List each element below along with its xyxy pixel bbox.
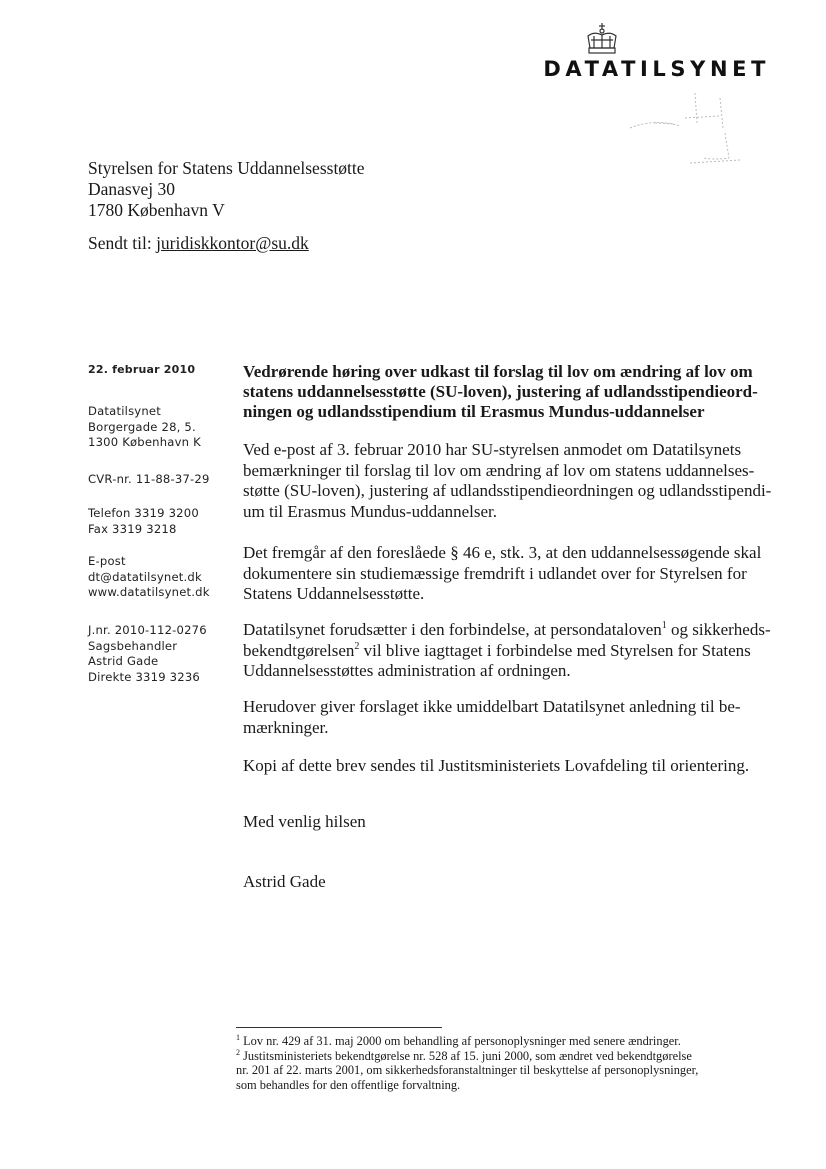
recipient-street: Danasvej 30 xyxy=(88,179,175,199)
sender-cvr xyxy=(88,472,210,488)
recipient-name: Styrelsen for Statens Uddannelsesstøtte xyxy=(88,158,365,178)
phone-number: Telefon 3319 3200 xyxy=(88,506,199,520)
paragraph-line: dokumentere sin studiemæssige fremdrift i udlandet over for Styrelsen for xyxy=(243,563,747,583)
footnote-number: 1 xyxy=(236,1033,240,1042)
recipient-address xyxy=(88,158,365,221)
paragraph-line: Uddannelsesstøttes administration af ordningen. xyxy=(243,661,571,680)
fax-number: Fax 3319 3218 xyxy=(88,521,177,536)
paragraph-line: bemærkninger til forslag til lov om ændring af lov om statens uddannelses- xyxy=(243,460,755,480)
paragraph-line: støtte (SU-loven), justering af udlandsstipendieordningen og udlandsstipendi- xyxy=(243,481,772,500)
journal-number: J.nr. 2010-112-0276 xyxy=(88,623,207,637)
paragraph-1 xyxy=(243,440,773,522)
footnote-2-cont: som behandles for den offentlige forvaltning. xyxy=(236,1077,461,1092)
case-handler-name: Astrid Gade xyxy=(88,654,159,668)
footnote-text: Justitsministeriets bekendtgørelse nr. 528 af 15. juni 2000, som ændret ved bekendtgørelse xyxy=(240,1048,692,1063)
paragraph-4 xyxy=(243,697,773,738)
paragraph-line: um til Erasmus Mundus-uddannelser. xyxy=(243,501,498,521)
sender-name: Datatilsynet xyxy=(88,404,161,418)
paragraph-3 xyxy=(243,620,773,682)
closing-salutation: Med venlig hilsen xyxy=(243,812,366,831)
footnote-2-cont: nr. 201 af 22. marts 2001, om sikkerhedsforanstaltninger til beskyttelse af personoplysninger, xyxy=(236,1063,699,1077)
paragraph-line xyxy=(243,641,773,662)
paragraph-5 xyxy=(243,756,773,777)
subject-line: statens uddannelsesstøtte (SU-loven), justering af udlandsstipendieord- xyxy=(243,382,758,401)
text-run: bekendtgørelsen xyxy=(243,640,355,660)
cvr-number: CVR-nr. 11-88-37-29 xyxy=(88,472,210,486)
sender-city: 1300 København K xyxy=(88,435,201,449)
direct-phone: Direkte 3319 3236 xyxy=(88,669,200,684)
paragraph-2 xyxy=(243,543,773,605)
text-run: vil blive iagttaget i forbindelse med Styrelsen for Statens xyxy=(359,640,751,660)
text-run: Datatilsynet forudsætter i den forbindelse, at persondataloven xyxy=(243,620,662,639)
letter-subject xyxy=(243,362,763,422)
subject-line: Vedrørende høring over udkast til forslag til lov om ændring af lov om xyxy=(243,362,753,381)
paragraph-line: Kopi af dette brev sendes til Justitsministeriets Lovafdeling til orientering. xyxy=(243,756,750,775)
website-address: www.datatilsynet.dk xyxy=(88,585,210,599)
case-reference xyxy=(88,623,207,685)
subject-line: ningen og udlandsstipendium til Erasmus Mundus-uddannelser xyxy=(243,402,705,421)
sent-to-email-link[interactable]: juridiskkontor@su.dk xyxy=(156,233,309,253)
footnote-divider xyxy=(236,1027,442,1028)
footnotes xyxy=(236,1034,776,1092)
paragraph-line: Ved e-post af 3. februar 2010 har SU-styrelsen anmodet om Datatilsynets xyxy=(243,440,742,459)
email-address: dt@datatilsynet.dk xyxy=(88,569,202,584)
footnote-1 xyxy=(236,1034,776,1049)
sender-web xyxy=(88,554,210,601)
paragraph-line: Herudover giver forslaget ikke umiddelbart Datatilsynet anledning til be- xyxy=(243,697,741,716)
paragraph-line: Det fremgår af den foreslåede § 46 e, stk. 3, at den uddannelsessøgende skal xyxy=(243,543,762,562)
case-handler-label: Sagsbehandler xyxy=(88,638,178,653)
sender-phone xyxy=(88,506,199,537)
footnote-2 xyxy=(236,1049,776,1064)
paragraph-line: Statens Uddannelsesstøtte. xyxy=(243,584,425,603)
paragraph-line xyxy=(243,620,773,641)
crown-logo-icon xyxy=(582,22,622,56)
letter-date: 22. februar 2010 xyxy=(88,363,196,376)
paragraph-line: mærkninger. xyxy=(243,717,329,737)
signer-name: Astrid Gade xyxy=(243,872,326,891)
footnote-ref-1[interactable]: 1 xyxy=(661,620,667,631)
logo-wordmark: DATATILSYNET xyxy=(543,57,770,81)
sender-street: Borgergade 28, 5. xyxy=(88,419,196,434)
received-stamp-mark xyxy=(625,88,745,178)
footnote-ref-2[interactable]: 2 xyxy=(354,640,360,652)
recipient-city: 1780 København V xyxy=(88,200,225,220)
sent-to-label: Sendt til: xyxy=(88,233,152,253)
email-label: E-post xyxy=(88,554,126,568)
footnote-text: Lov nr. 429 af 31. maj 2000 om behandling af personoplysninger med senere ændringer. xyxy=(240,1034,681,1048)
footnote-number: 2 xyxy=(236,1047,240,1057)
sent-to-line xyxy=(88,233,309,254)
sender-address xyxy=(88,404,201,451)
text-run: og sikkerheds- xyxy=(666,620,771,639)
